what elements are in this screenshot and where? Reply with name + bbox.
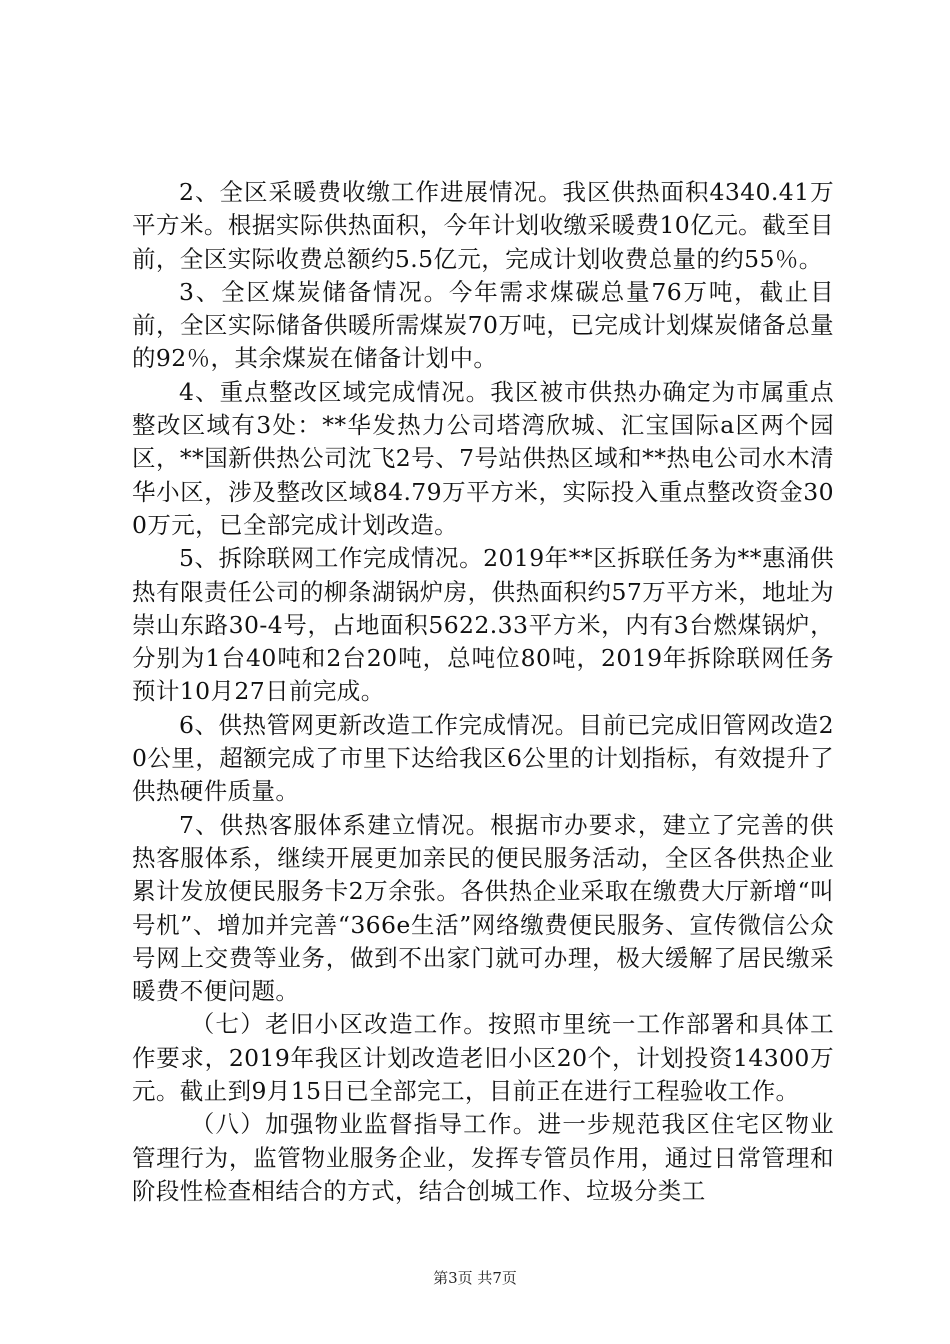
paragraph-coal-heating-fee: 2、全区采暖费收缴工作进展情况。我区供热面积4340.41万平方米。根据实际供热面积，今年计划收缴采暖费10亿元。截至目前，全区实际收费总额约5.5亿元，完成计划收费总量的约55％。 (132, 178, 834, 273)
paragraph-coal-reserve: 3、全区煤炭储备情况。今年需求煤碳总量76万吨，截止目前，全区实际储备供暖所需煤炭70万吨，已完成计划煤炭储备总量的92％，其余煤炭在储备计划中。 (132, 277, 834, 373)
paragraph-customer-service: 7、供热客服体系建立情况。根据市办要求，建立了完善的供热客服体系，继续开展更加亲民的便民服务活动，全区各供热企业累计发放便民服务卡2万余张。各供热企业采取在缴费大厅新增“叫号机”、增加并完善“366e生活”网络缴费便民服务、宣传微信公众号网上交费等业务，做到不出家门就可办理，极大缓解了居民缴采暖费不便问题。 (132, 810, 834, 1006)
page-number-footer: 第3页 共7页 (433, 1269, 517, 1287)
paragraph-network-removal: 5、拆除联网工作完成情况。2019年**区拆联任务为**惠涌供热有限责任公司的柳条湖锅炉房，供热面积约57万平方米，地址为崇山东路30-4号，占地面积5622.33平方米，内有3台燃煤锅炉，分别为1台40吨和2台20吨，总吨位80吨，2019年拆除联网任务预计10月27日前完成。 (132, 544, 834, 706)
paragraph-property-supervision: （八）加强物业监督指导工作。进一步规范我区住宅区物业管理行为，监管物业服务企业，发挥专管员作用，通过日常管理和阶段性检查相结合的方式，结合创城工作、垃圾分类工 (132, 1110, 834, 1205)
paragraph-key-rectification: 4、重点整改区域完成情况。我区被市供热办确定为市属重点整改区域有3处：**华发热力公司塔湾欣城、汇宝国际a区两个园区，**国新供热公司沈飞2号、7号站供热区域和**热电公司水木清华小区，涉及整改区域84.79万平方米，实际投入重点整改资金300万元，已全部完成计划改造。 (132, 377, 834, 539)
paragraph-old-community: （七）老旧小区改造工作。按照市里统一工作部署和具体工作要求，2019年我区计划改造老旧小区20个，计划投资14300万元。截止到9月15日已全部完工，目前正在进行工程验收工作。 (132, 1010, 834, 1106)
paragraph-pipe-renewal: 6、供热管网更新改造工作完成情况。目前已完成旧管网改造20公里，超额完成了市里下达给我区6公里的计划指标，有效提升了供热硬件质量。 (132, 710, 834, 806)
document-body (132, 176, 834, 1208)
